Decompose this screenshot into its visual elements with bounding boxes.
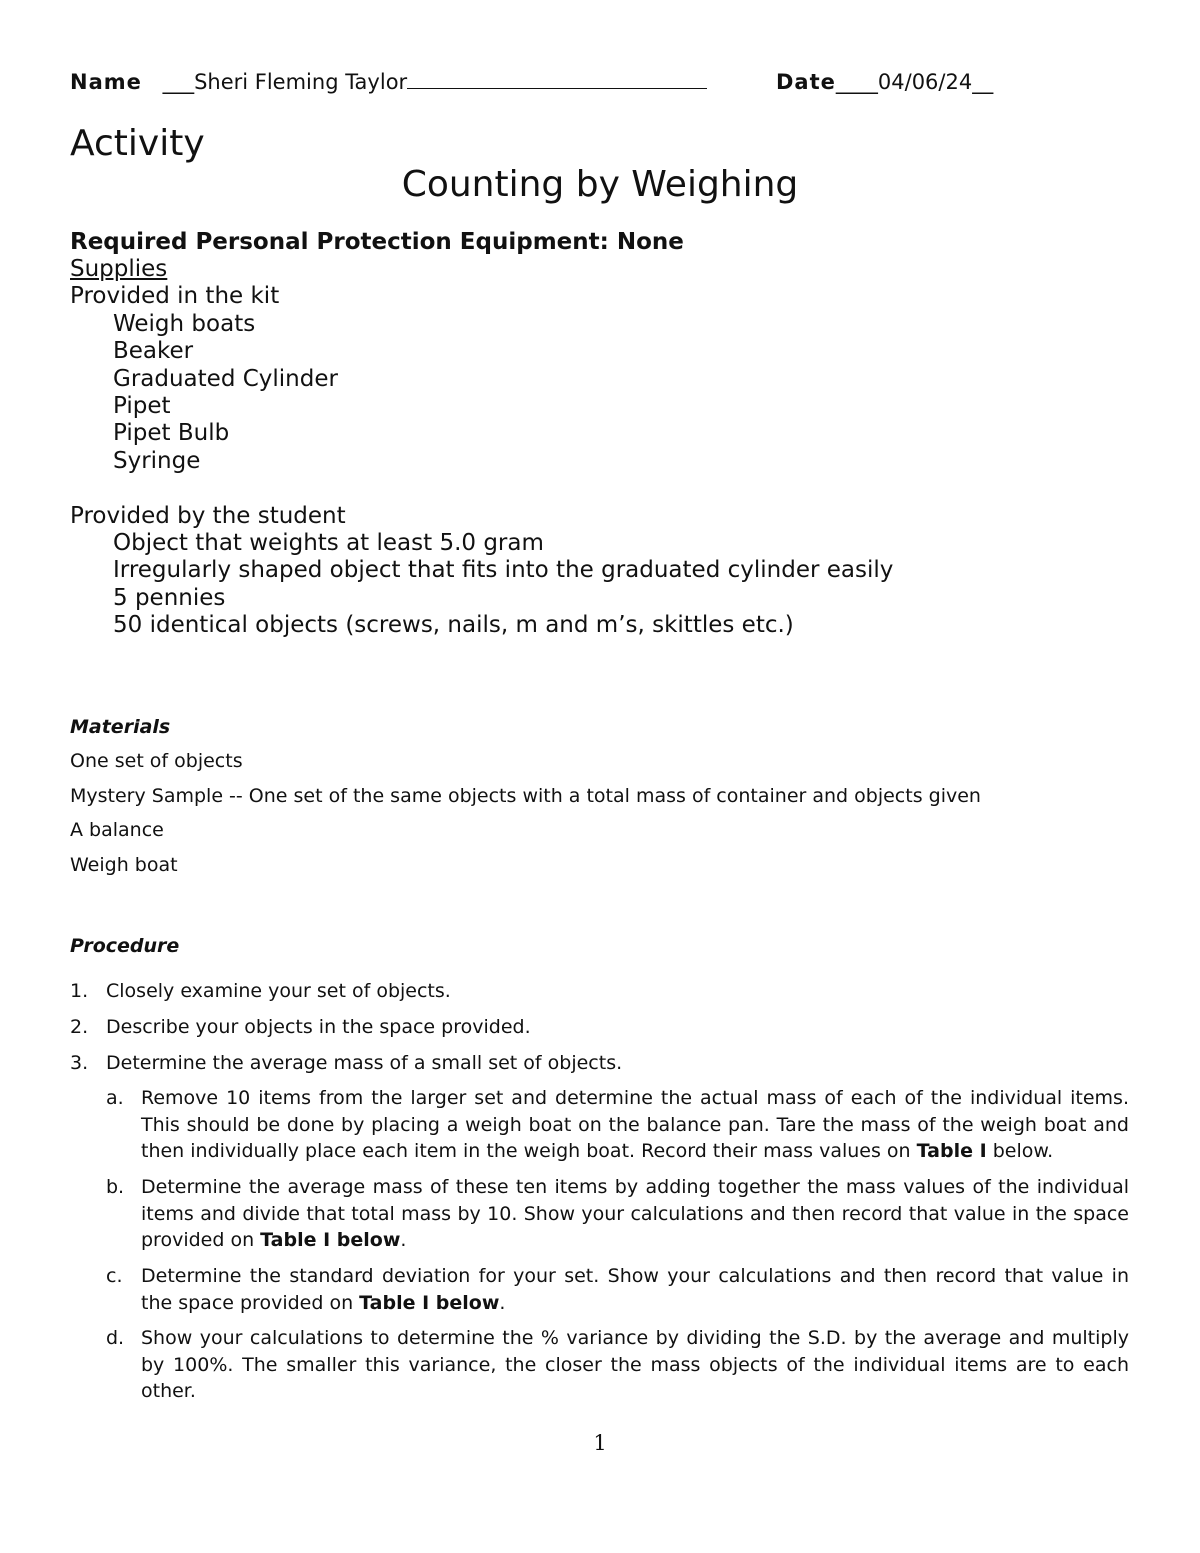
procedure-heading: Procedure [70, 935, 180, 957]
student-item: 50 identical objects (screws, nails, m and m’s, skittles etc.) [113, 612, 794, 639]
materials-item: A balance [70, 819, 164, 841]
kit-heading: Provided in the kit [70, 283, 280, 310]
date-label: Date [776, 70, 836, 94]
name-line [70, 68, 707, 96]
step-text: Determine the average mass of a small set of objects. [106, 1052, 623, 1074]
supplies-section [70, 256, 893, 640]
step-text: Describe your objects in the space provided. [106, 1016, 531, 1038]
substep-letter: c. [106, 1265, 123, 1287]
procedure-substep [70, 1263, 1130, 1317]
step-number: 3. [70, 1052, 89, 1074]
procedure-step [70, 1014, 1130, 1040]
student-heading: Provided by the student [70, 502, 346, 529]
procedure-substep [70, 1085, 1130, 1165]
materials-item: Mystery Sample -- One set of the same objects with a total mass of container and objects given [70, 785, 981, 807]
procedure-substep [70, 1174, 1130, 1254]
date-suffix: __ [972, 70, 994, 94]
kit-item: Syringe [113, 447, 201, 474]
step-number: 2. [70, 1016, 89, 1038]
date-prefix: ____ [835, 70, 878, 94]
procedure-step [70, 1050, 1130, 1076]
materials-heading: Materials [70, 716, 171, 738]
step-number: 1. [70, 980, 89, 1002]
date-value: 04/06/24 [877, 70, 973, 94]
materials-item: Weigh boat [70, 854, 178, 876]
date-line [776, 68, 993, 96]
substep-letter: a. [106, 1087, 124, 1109]
name-underline [407, 68, 707, 89]
kit-item: Beaker [113, 338, 194, 365]
substep-letter: d. [106, 1327, 125, 1349]
kit-item: Pipet [113, 393, 171, 420]
procedure-step [70, 978, 1130, 1004]
name-label: Name [70, 70, 142, 94]
substep-text: Determine the average mass of these ten items by adding together the mass values of the individual items and divide that total mass by 10. Show your calculations and then record that value in the space provided on Table I below. [141, 1176, 1129, 1251]
student-item: Object that weights at least 5.0 gram [113, 530, 544, 557]
supplies-heading: Supplies [70, 256, 168, 282]
substep-text: Remove 10 items from the larger set and determine the actual mass of each of the individual items. This should be done by placing a weigh boat on the balance pan. Tare the mass of the weigh boat and then individually place each item in the weigh boat. Record their mass values on Table I below. [141, 1087, 1129, 1162]
substep-letter: b. [106, 1176, 125, 1198]
kit-item: Pipet Bulb [113, 420, 230, 447]
procedure-substep [70, 1325, 1130, 1405]
substep-text: Show your calculations to determine the % variance by dividing the S.D. by the average and multiply by 100%. The smaller this variance, the closer the mass objects of the individual items are to each other. [141, 1327, 1129, 1402]
materials-item: One set of objects [70, 750, 243, 772]
kit-item: Graduated Cylinder [113, 365, 338, 392]
substep-text: Determine the standard deviation for your set. Show your calculations and then record that value in the space provided on Table I below. [141, 1265, 1129, 1314]
name-value: Sheri Fleming Taylor [194, 70, 408, 94]
student-item: Irregularly shaped object that fits into the graduated cylinder easily [113, 557, 894, 584]
name-prefix: ___ [162, 70, 195, 94]
kit-item: Weigh boats [113, 310, 256, 337]
ppe-requirement: Required Personal Protection Equipment: None [70, 229, 684, 255]
activity-label: Activity [70, 123, 205, 164]
step-text: Closely examine your set of objects. [106, 980, 451, 1002]
page-title: Counting by Weighing [401, 164, 799, 205]
student-item: 5 pennies [113, 584, 226, 611]
page-number: 1 [593, 1431, 607, 1455]
